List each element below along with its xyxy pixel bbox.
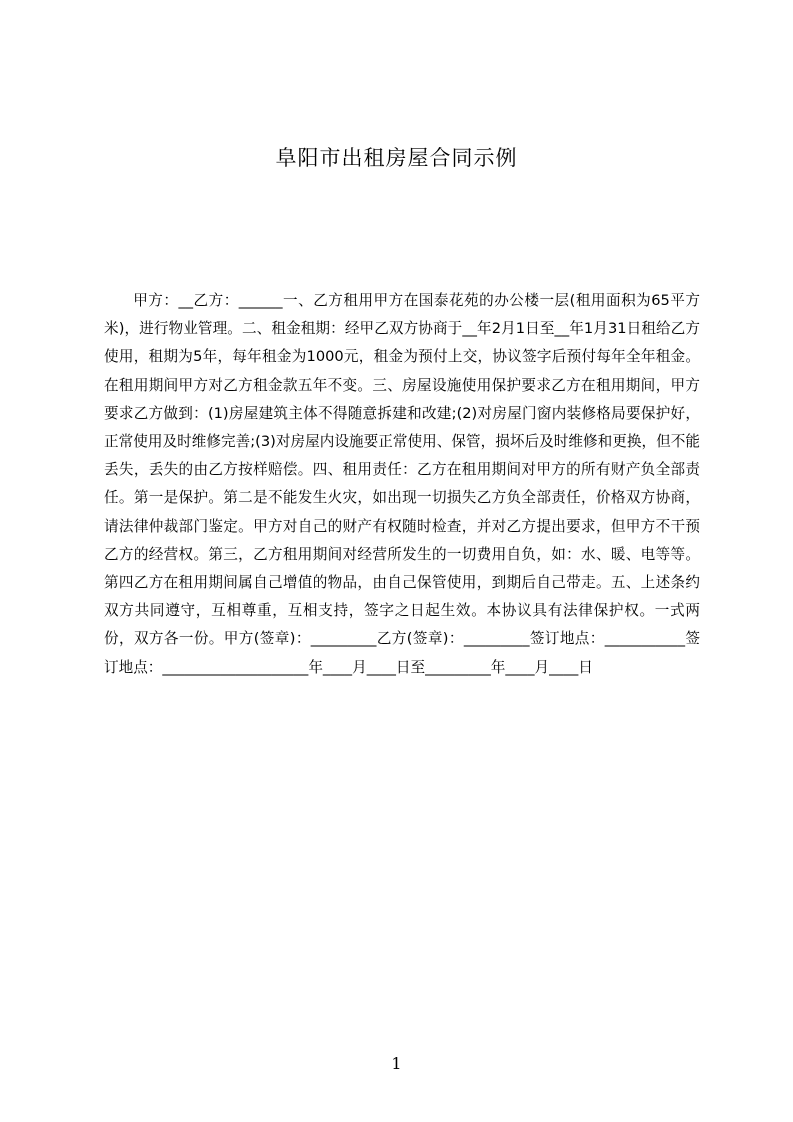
page-number: 1 xyxy=(391,1054,402,1073)
contract-body-paragraph: 甲方：__乙方：______一、乙方租用甲方在国泰花苑的办公楼一层(租用面积为65平方米)，进行物业管理。二、租金租期：经甲乙双方协商于__年2月1日至__年1月31日租给乙方使用，租期为5年，每年租金为1000元，租金为预付上交，协议签字后预付每年全年租金。在租用期间甲方对乙方租金款五年不变。三、房屋设施使用保护要求乙方在租用期间，甲方要求乙方做到：(1)房屋建筑主体不得随意拆建和改建;(2)对房屋门窗内装修格局要保护好，正常使用及时维修完善;(3)对房屋内设施要正常使用、保管，损坏后及时维修和更换，但不能丢失，丢失的由乙方按样赔偿。四、租用责任：乙方在租用期间对甲方的所有财产负全部责任。第一是保护。第二是不能发生火灾，如出现一切损失乙方负全部责任，价格双方协商，请法律仲裁部门鉴定。甲方对自己的财产有权随时检查，并对乙方提出要求，但甲方不干预乙方的经营权。第三，乙方租用期间对经营所发生的一切费用自负，如：水、暖、电等等。第四乙方在租用期间属自己增值的物品，由自己保管使用，到期后自己带走。五、上述条约双方共同遵守，互相尊重，互相支持，签字之日起生效。本协议具有法律保护权。一式两份，双方各一份。甲方(签章)：_________乙方(签章)：_________签订地点：___________签订地点：____________________年____月____日至_________年____月____日 xyxy=(104,292,700,676)
document-title: 阜阳市出租房屋合同示例 xyxy=(275,146,518,170)
